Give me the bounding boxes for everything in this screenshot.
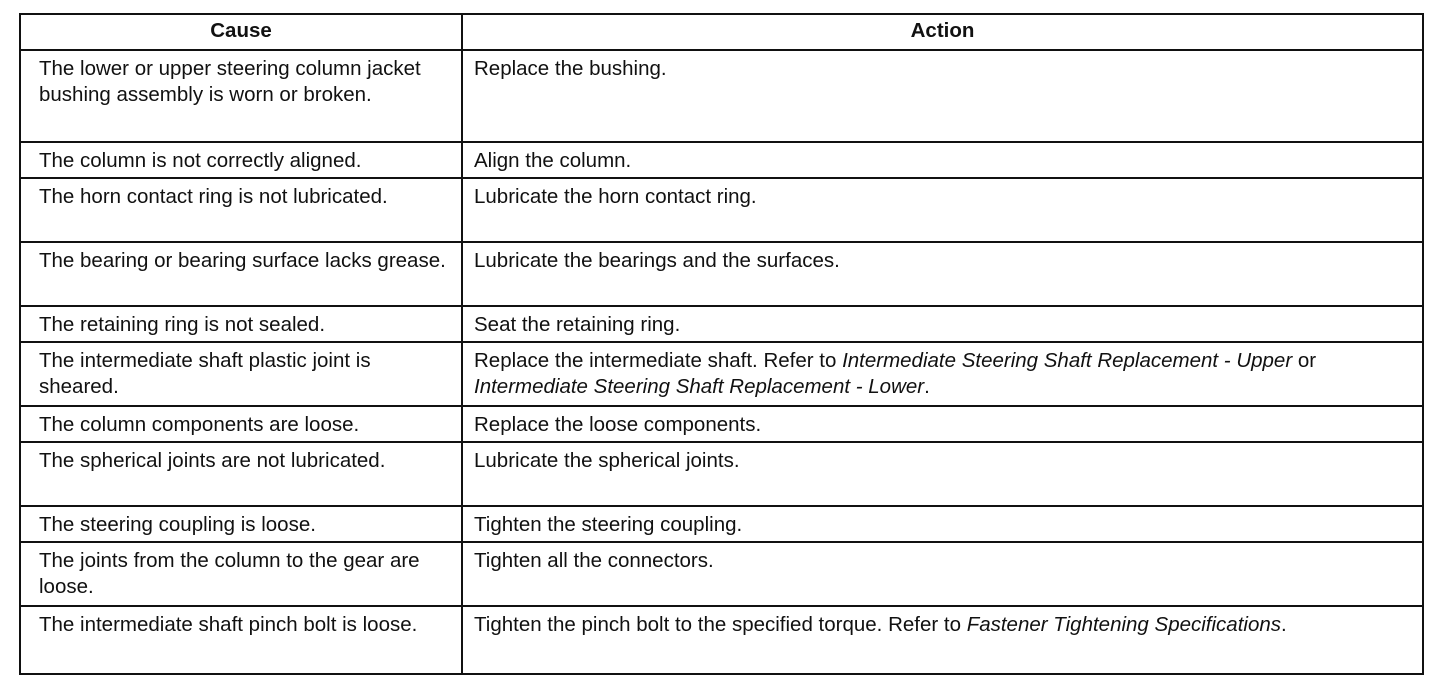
action-cell xyxy=(462,606,1423,674)
table-row xyxy=(20,178,1423,242)
action-reference-link-text: Fastener Tightening Specifications xyxy=(966,613,1282,636)
table-row xyxy=(20,142,1423,178)
table-row xyxy=(20,406,1423,442)
action-text: Replace the loose components. xyxy=(474,413,762,436)
action-cell xyxy=(462,406,1423,442)
cause-cell: The joints from the column to the gear are loose. xyxy=(20,542,462,606)
table-row xyxy=(20,606,1423,674)
action-text: Align the column. xyxy=(474,149,632,172)
action-cell xyxy=(462,178,1423,242)
table-row xyxy=(20,442,1423,506)
action-reference-link-text: Intermediate Steering Shaft Replacement - Lower xyxy=(474,375,925,398)
column-header-action: Action xyxy=(462,14,1423,50)
action-cell xyxy=(462,342,1423,406)
action-text: Lubricate the horn contact ring. xyxy=(474,185,757,208)
table-header-row xyxy=(20,14,1423,50)
action-cell xyxy=(462,242,1423,306)
action-text: Lubricate the bearings and the surfaces. xyxy=(474,249,840,272)
action-cell xyxy=(462,442,1423,506)
column-header-cause: Cause xyxy=(20,14,462,50)
action-text: Tighten all the connectors. xyxy=(474,549,714,572)
cause-cell: The lower or upper steering column jacket bushing assembly is worn or broken. xyxy=(20,50,462,142)
action-text: Lubricate the spherical joints. xyxy=(474,449,740,472)
action-cell xyxy=(462,506,1423,542)
action-cell xyxy=(462,142,1423,178)
cause-cell: The column components are loose. xyxy=(20,406,462,442)
cause-cell: The spherical joints are not lubricated. xyxy=(20,442,462,506)
table-row xyxy=(20,242,1423,306)
action-reference-link-text: Intermediate Steering Shaft Replacement - Upper xyxy=(842,349,1293,372)
cause-cell: The horn contact ring is not lubricated. xyxy=(20,178,462,242)
action-cell xyxy=(462,50,1423,142)
cause-cell: The steering coupling is loose. xyxy=(20,506,462,542)
cause-cell: The intermediate shaft plastic joint is sheared. xyxy=(20,342,462,406)
action-text: . xyxy=(1281,613,1287,636)
cause-cell: The retaining ring is not sealed. xyxy=(20,306,462,342)
table-row xyxy=(20,50,1423,142)
table-row xyxy=(20,342,1423,406)
action-text: Replace the bushing. xyxy=(474,57,667,80)
action-cell xyxy=(462,542,1423,606)
action-text: Seat the retaining ring. xyxy=(474,313,681,336)
table-row xyxy=(20,306,1423,342)
action-text: Tighten the steering coupling. xyxy=(474,513,743,536)
action-cell xyxy=(462,306,1423,342)
action-text: or xyxy=(1292,349,1317,372)
cause-cell: The column is not correctly aligned. xyxy=(20,142,462,178)
action-text: . xyxy=(924,375,930,398)
cause-action-table xyxy=(19,13,1424,675)
table-row xyxy=(20,506,1423,542)
action-text: Tighten the pinch bolt to the specified torque. Refer to xyxy=(474,613,967,636)
cause-cell: The intermediate shaft pinch bolt is loose. xyxy=(20,606,462,674)
cause-cell: The bearing or bearing surface lacks grease. xyxy=(20,242,462,306)
action-text: Replace the intermediate shaft. Refer to xyxy=(474,349,843,372)
table-row xyxy=(20,542,1423,606)
